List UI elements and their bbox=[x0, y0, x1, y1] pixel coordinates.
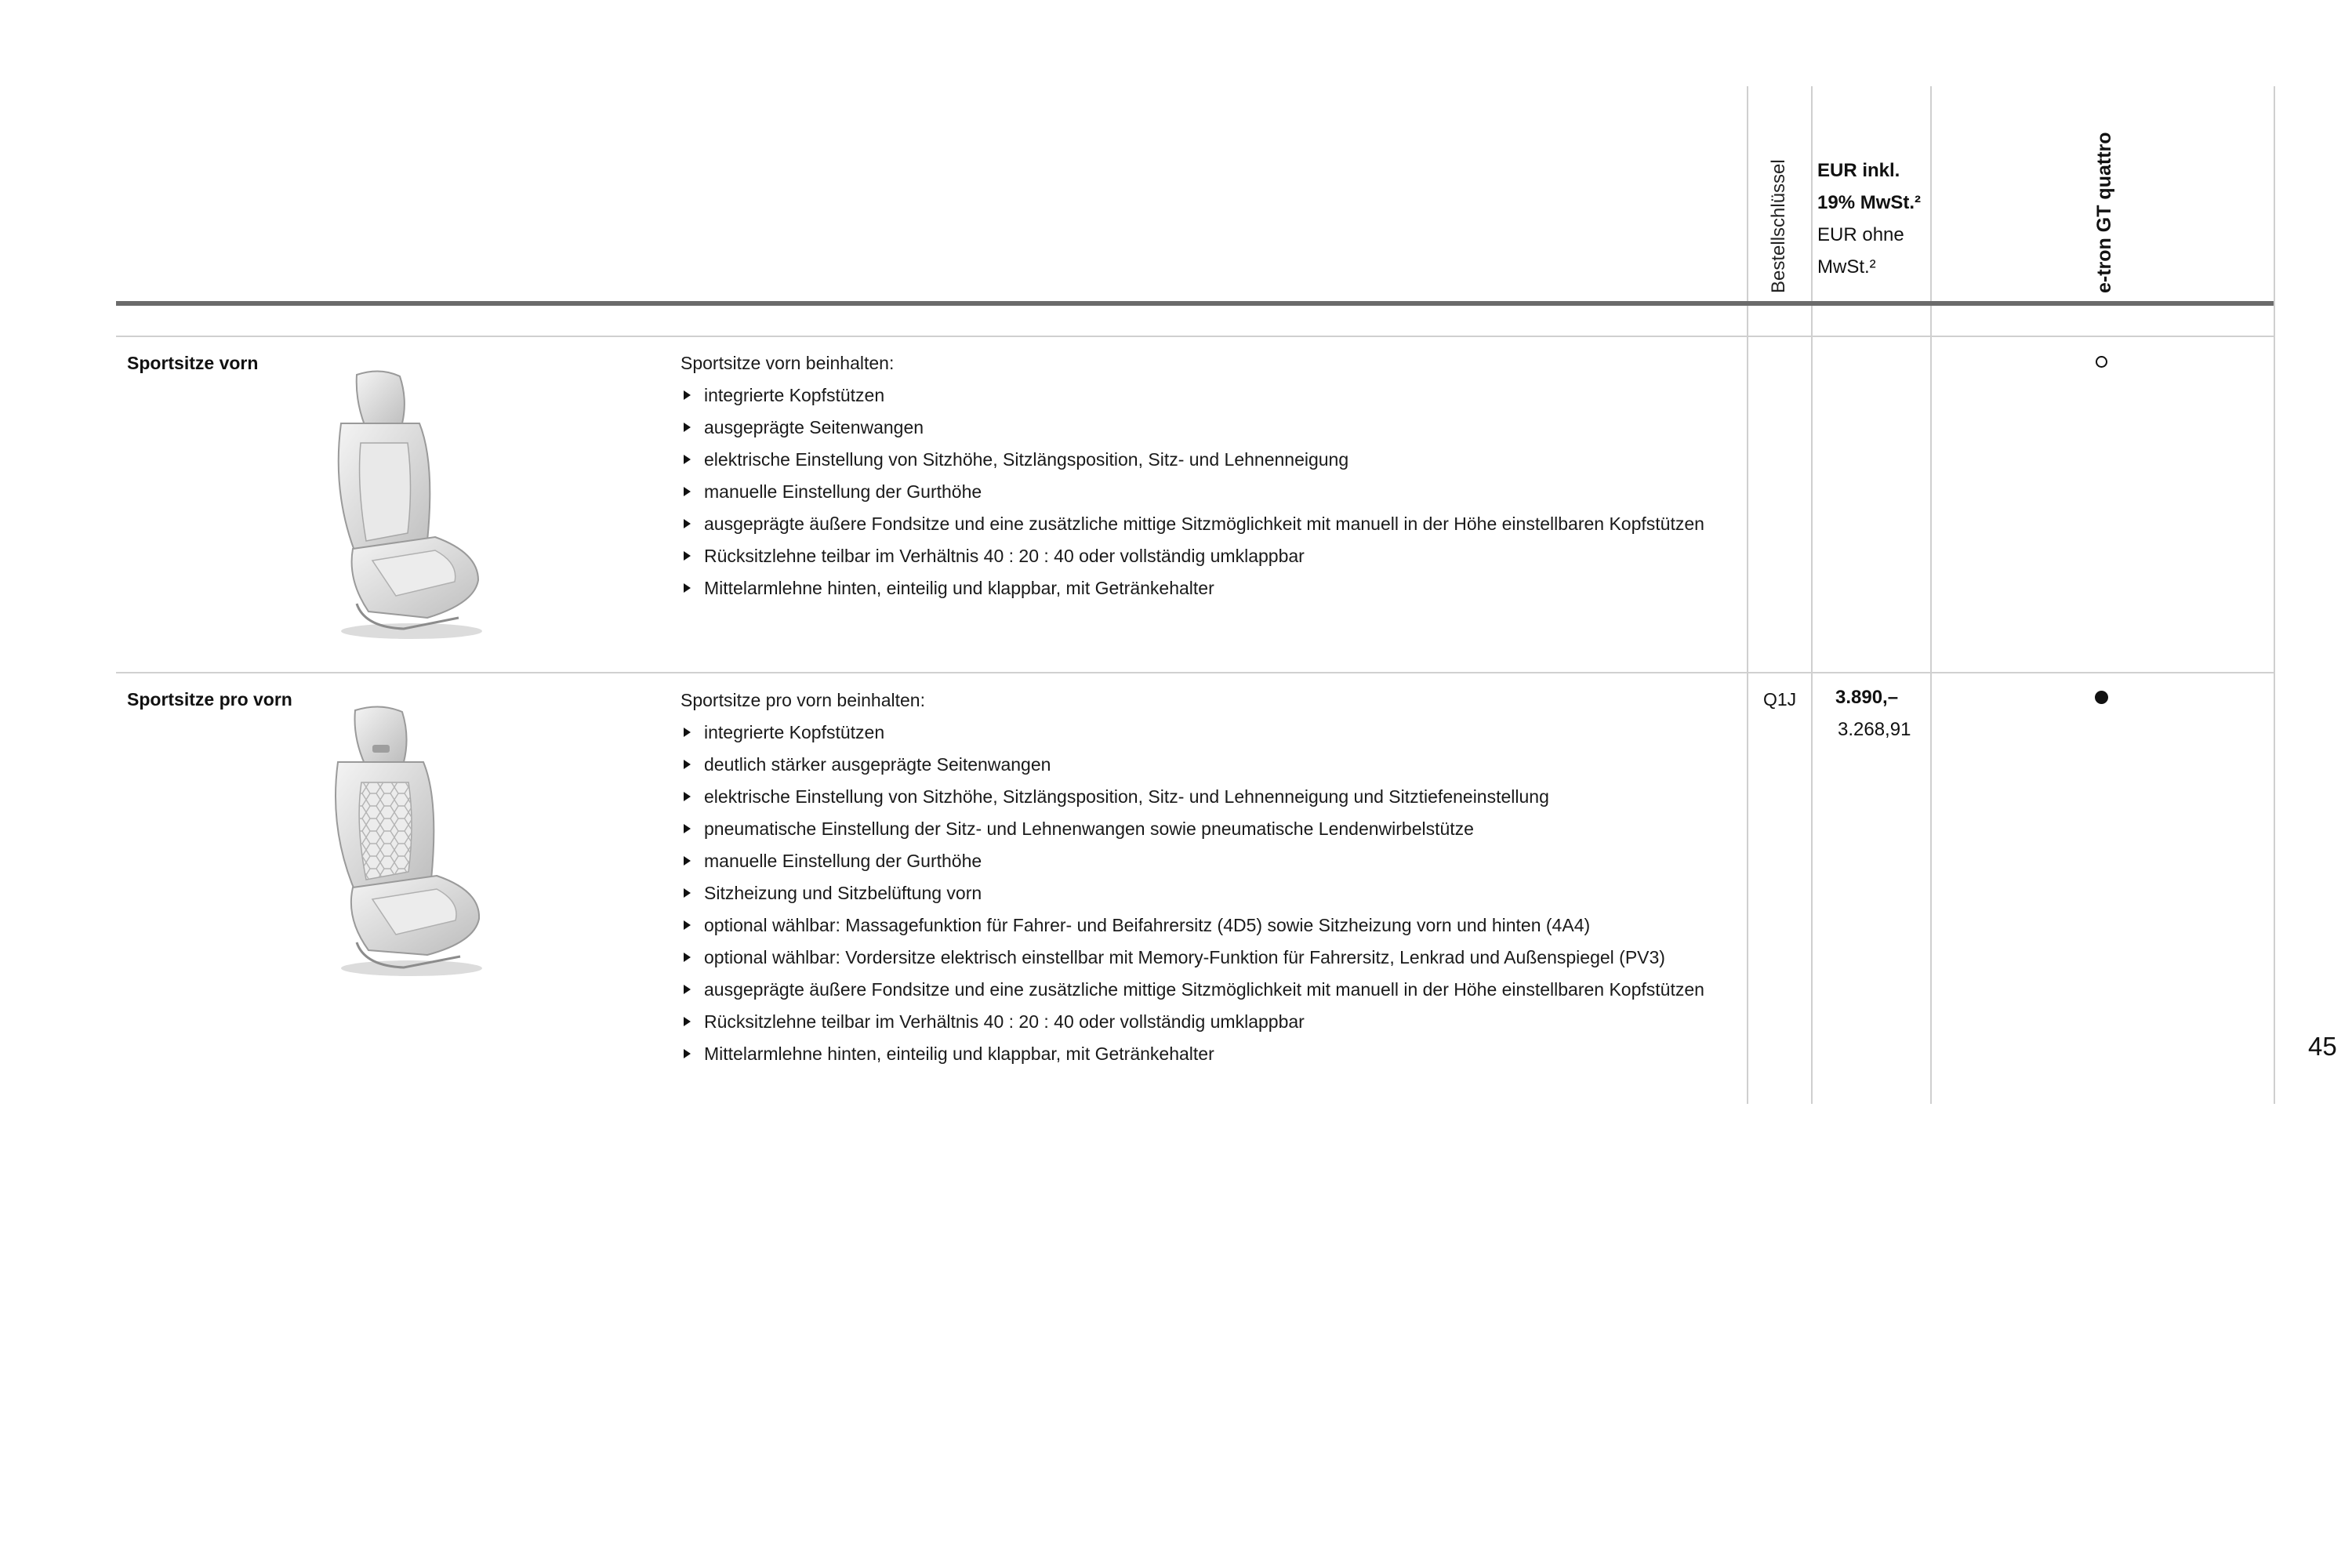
row-title-sportsitze-vorn: Sportsitze vorn bbox=[127, 353, 259, 373]
list-item: Sitzheizung und Sitzbelüftung vorn bbox=[681, 877, 1745, 909]
list-item: optional wählbar: Massagefunktion für Fahrer- und Beifahrersitz (4D5) sowie Sitzheizung vorn und hinten (4A4) bbox=[681, 909, 1745, 942]
open-circle-icon bbox=[2096, 356, 2107, 368]
list-item: deutlich stärker ausgeprägte Seitenwangen bbox=[681, 749, 1745, 781]
price-excl-label-line2: MwSt.² bbox=[1817, 256, 1876, 278]
row-description-sportsitze-vorn bbox=[681, 347, 1739, 604]
list-item: Mittelarmlehne hinten, einteilig und klappbar, mit Getränkehalter bbox=[681, 1038, 1745, 1070]
price-excl-label-line1: EUR ohne bbox=[1817, 224, 1904, 245]
column-header-model: e-tron GT quattro bbox=[2093, 132, 2115, 293]
column-divider-model-right bbox=[2274, 86, 2275, 1104]
sport-pro-seat-image bbox=[310, 706, 498, 980]
price-excl-vat: 3.268,91 bbox=[1838, 719, 1911, 740]
row-separator bbox=[116, 672, 2274, 673]
list-item: elektrische Einstellung von Sitzhöhe, Sitzlängsposition, Sitz- und Lehnenneigung und Sitztiefeneinstellung bbox=[681, 781, 1745, 813]
row-description-lead: Sportsitze vorn beinhalten: bbox=[681, 353, 895, 373]
column-header-price bbox=[1817, 154, 1935, 283]
list-item: integrierte Kopfstützen bbox=[681, 379, 1739, 412]
row-description-lead: Sportsitze pro vorn beinhalten: bbox=[681, 690, 925, 710]
list-item: integrierte Kopfstützen bbox=[681, 717, 1745, 749]
column-divider-code-left bbox=[1747, 86, 1748, 1104]
header-rule bbox=[116, 301, 2274, 306]
column-header-code: Bestellschlüssel bbox=[1768, 159, 1789, 293]
price-incl-label-line2: 19% MwSt.² bbox=[1817, 192, 1922, 213]
list-item: pneumatische Einstellung der Sitz- und Lehnenwangen sowie pneumatische Lendenwirbelstütze bbox=[681, 813, 1745, 845]
feature-list bbox=[681, 717, 1745, 1070]
list-item: optional wählbar: Vordersitze elektrisch einstellbar mit Memory-Funktion für Fahrersitz, Lenkrad und Außenspiegel (PV3) bbox=[681, 942, 1745, 974]
list-item: Rücksitzlehne teilbar im Verhältnis 40 : 20 : 40 oder vollständig umklappbar bbox=[681, 540, 1739, 572]
list-item: Rücksitzlehne teilbar im Verhältnis 40 : 20 : 40 oder vollständig umklappbar bbox=[681, 1006, 1745, 1038]
sport-seat-image bbox=[310, 368, 498, 643]
feature-list bbox=[681, 379, 1739, 604]
list-item: manuelle Einstellung der Gurthöhe bbox=[681, 476, 1739, 508]
list-item: ausgeprägte äußere Fondsitze und eine zusätzliche mittige Sitzmöglichkeit mit manuell in der Höhe einstellbaren Kopfstützen bbox=[681, 974, 1745, 1006]
row-title-sportsitze-pro-vorn: Sportsitze pro vorn bbox=[127, 689, 292, 710]
filled-circle-icon bbox=[2095, 691, 2108, 704]
list-item: elektrische Einstellung von Sitzhöhe, Sitzlängsposition, Sitz- und Lehnenneigung bbox=[681, 444, 1739, 476]
list-item: ausgeprägte Seitenwangen bbox=[681, 412, 1739, 444]
header-subrule bbox=[116, 336, 2274, 337]
row-description-sportsitze-pro-vorn bbox=[681, 684, 1745, 1070]
page-number: 45 bbox=[2308, 1032, 2337, 1061]
list-item: ausgeprägte äußere Fondsitze und eine zusätzliche mittige Sitzmöglichkeit mit manuell in der Höhe einstellbaren Kopfstützen bbox=[681, 508, 1739, 540]
price-incl-label-line1: EUR inkl. bbox=[1817, 160, 1900, 181]
order-code: Q1J bbox=[1763, 689, 1797, 710]
price-incl-vat: 3.890,– bbox=[1835, 687, 1899, 708]
list-item: Mittelarmlehne hinten, einteilig und klappbar, mit Getränkehalter bbox=[681, 572, 1739, 604]
list-item: manuelle Einstellung der Gurthöhe bbox=[681, 845, 1745, 877]
column-divider-code-right bbox=[1811, 86, 1813, 1104]
